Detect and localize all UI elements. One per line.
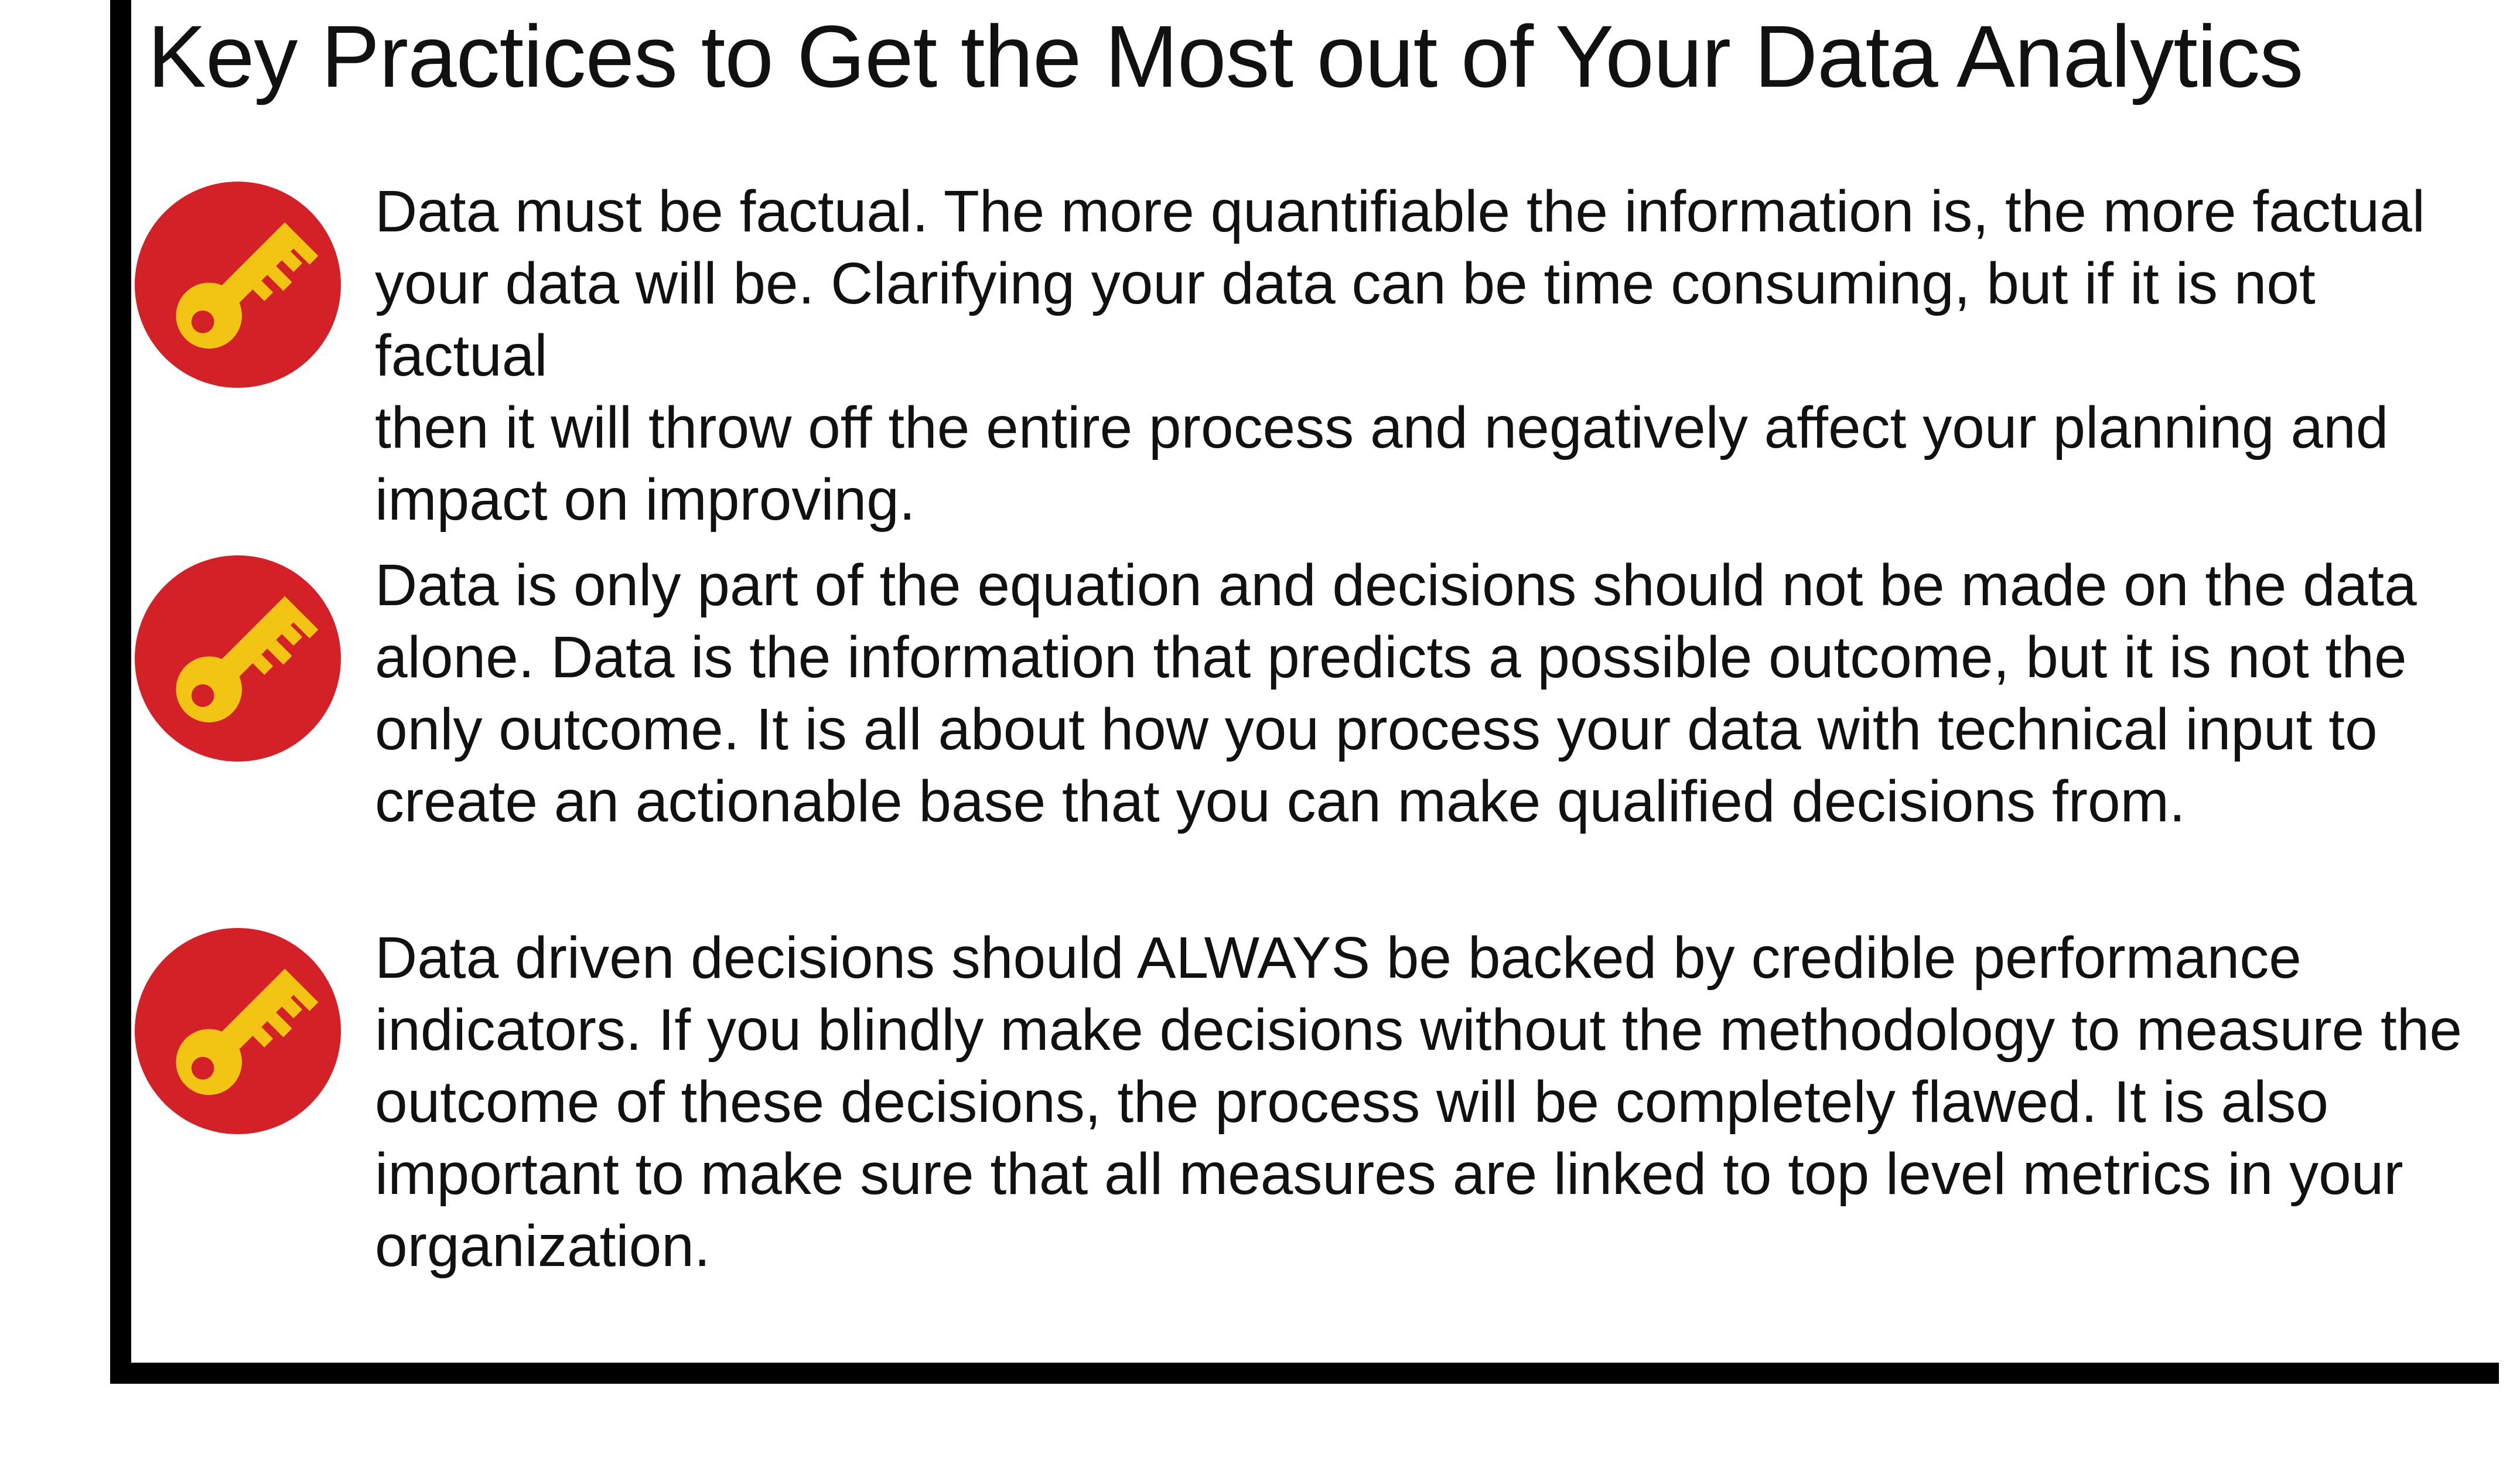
key-icon	[135, 182, 341, 388]
practice-text: Data must be factual. The more quantifiable the information is, the more factual your data will be. Clarifying your data can be time consuming, but if it is not factual then it will throw off the entire process and negatively affect your planning and impact on improving.	[375, 179, 2425, 533]
frame-bottom-border	[110, 1363, 2499, 1384]
practice-text: Data is only part of the equation and decisions should not be made on the data alone. Data is the information that predicts a possible outcome, but it is not the only outcome. It is all about how you process your data with technical input to create an actionable base that you can make qualified decisions from.	[375, 552, 2417, 834]
practice-text: Data driven decisions should ALWAYS be backed by credible performance indicators. If you blindly make decisions without the methodology to measure the outcome of these decisions, the process will be completely flawed. It is also important to make sure that all measures are linked to top level metrics in your organization.	[375, 925, 2463, 1279]
key-icon	[135, 555, 341, 762]
key-icon	[135, 928, 341, 1134]
frame-left-border	[110, 0, 131, 1384]
page-title: Key Practices to Get the Most out of Your Data Analytics	[148, 7, 2303, 105]
